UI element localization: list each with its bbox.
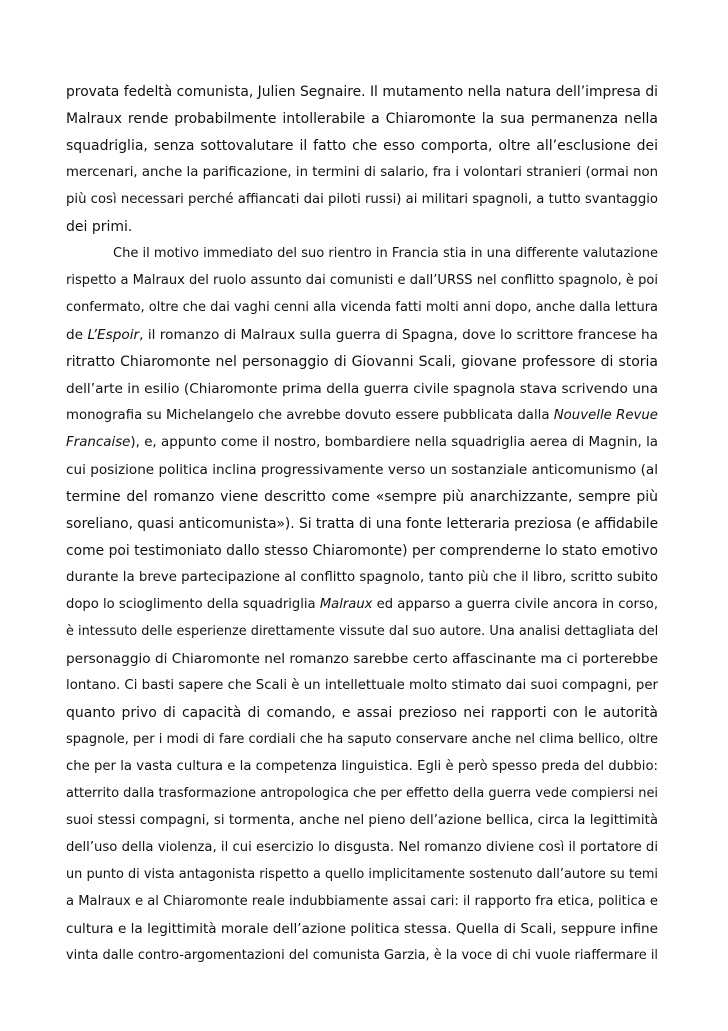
text-line (66, 487, 658, 514)
body-text: spagnole, per i modi di fare cordiali che ha saputo conservare anche nel clima bellico, oltre (66, 732, 658, 747)
body-text: ritratto Chiaromonte nel personaggio di Giovanni Scali, giovane professore di storia (66, 354, 658, 370)
text-line (66, 919, 658, 946)
text-line (66, 946, 658, 973)
text-line (66, 676, 658, 703)
text-line (66, 109, 658, 136)
text-line (66, 460, 658, 487)
body-text: durante la breve partecipazione al conflitto spagnolo, tanto più che il libro, scritto subito (66, 570, 658, 585)
body-text: più così necessari perché affiancati dai piloti russi) ai militari spagnoli, a tutto svantaggio (66, 192, 658, 207)
text-line (66, 352, 658, 379)
text-line (66, 136, 658, 163)
body-text: quanto privo di capacità di comando, e assai prezioso nei rapporti con le autorità (66, 705, 658, 721)
body-text: , il romanzo di Malraux sulla guerra di Spagna, dove lo scrittore francese ha (139, 327, 658, 343)
body-text: Malraux rende probabilmente intollerabile a Chiaromonte la sua permanenza nella (66, 111, 658, 127)
text-line (66, 163, 658, 190)
body-text: ed apparso a guerra civile ancora in corso, (372, 597, 659, 612)
text-line (66, 325, 658, 352)
text-line (66, 865, 658, 892)
body-text: suoi stessi compagni, si tormenta, anche nel pieno dell’azione bellica, circa la legittimità (66, 813, 658, 828)
body-text: vinta dalle contro-argomentazioni del comunista Garzia, è la voce di chi vuole riaffermare il (66, 948, 658, 963)
body-text: dell’uso della violenza, il cui esercizio lo disgusta. Nel romanzo diviene così il portatore di (66, 840, 658, 855)
body-text: un punto di vista antagonista rispetto a quello implicitamente sostenuto dall’autore su temi (66, 867, 658, 882)
text-line (66, 244, 658, 271)
text-line (66, 217, 658, 244)
italic-title-text: Malraux (319, 597, 373, 612)
text-line (66, 298, 658, 325)
body-text: cultura e la legittimità morale dell’azione politica stessa. Quella di Scali, seppure infine (66, 921, 658, 937)
body-text: provata fedeltà comunista, Julien Segnaire. Il mutamento nella natura dell’impresa di (66, 84, 658, 100)
text-line (66, 730, 658, 757)
body-text: lontano. Ci basti sapere che Scali è un intellettuale molto stimato dai suoi compagni, per (66, 678, 658, 693)
body-text: squadriglia, senza sottovalutare il fatto che esso comporta, oltre all’esclusione dei (66, 138, 658, 154)
text-line (66, 379, 658, 406)
text-line (66, 784, 658, 811)
text-line (66, 541, 658, 568)
body-text: dei primi. (66, 219, 133, 235)
text-line (66, 190, 658, 217)
text-line (66, 568, 658, 595)
text-line (66, 649, 658, 676)
body-text: cui posizione politica inclina progressivamente verso un sostanziale anticomunismo (al (66, 462, 658, 478)
italic-title-text: Nouvelle Revue (553, 408, 658, 423)
body-text: monografia su Michelangelo che avrebbe dovuto essere pubblicata dalla (66, 408, 554, 423)
text-line (66, 622, 658, 649)
text-line (66, 703, 658, 730)
italic-title-text: Francaise (66, 435, 131, 450)
text-line (66, 757, 658, 784)
body-text: ), e, appunto come il nostro, bombardiere nella squadriglia aerea di Magnin, la (130, 435, 658, 450)
body-text: che per la vasta cultura e la competenza linguistica. Egli è però spesso preda del dubbio: (66, 759, 658, 774)
body-text: dell’arte in esilio (Chiaromonte prima della guerra civile spagnola stava scrivendo una (66, 381, 658, 397)
body-text: atterrito dalla trasformazione antropologica che per effetto della guerra vede compiersi nei (66, 786, 659, 801)
body-text: de (66, 327, 88, 343)
body-text: Che il motivo immediato del suo rientro in Francia stia in una differente valutazione (113, 246, 658, 261)
body-text: dopo lo scioglimento della squadriglia (66, 597, 320, 612)
body-text: mercenari, anche la parificazione, in termini di salario, fra i volontari stranieri (ormai non (66, 165, 658, 180)
body-text: termine del romanzo viene descritto come «sempre più anarchizzante, sempre più (66, 489, 658, 505)
italic-title-text: L’Espoir (87, 327, 140, 343)
body-text: soreliano, quasi anticomunista»). Si tratta di una fonte letteraria preziosa (e affidabile (66, 516, 659, 532)
text-line (66, 811, 658, 838)
text-line (66, 433, 658, 460)
text-line (66, 514, 658, 541)
body-text: confermato, oltre che dai vaghi cenni alla vicenda fatti molti anni dopo, anche dalla lettura (66, 300, 658, 315)
text-line (66, 82, 658, 109)
text-line (66, 595, 658, 622)
body-text: è intessuto delle esperienze direttamente vissute dal suo autore. Una analisi dettagliata del (66, 624, 659, 639)
text-line (66, 838, 658, 865)
body-text: come poi testimoniato dallo stesso Chiaromonte) per comprenderne lo stato emotivo (66, 543, 658, 559)
document-page (66, 82, 658, 973)
body-text: a Malraux e al Chiaromonte reale indubbiamente assai cari: il rapporto fra etica, politica e (66, 894, 658, 909)
text-line (66, 892, 658, 919)
body-text: rispetto a Malraux del ruolo assunto dai comunisti e dall’URSS nel conflitto spagnolo, è poi (66, 273, 658, 288)
body-text: personaggio di Chiaromonte nel romanzo sarebbe certo affascinante ma ci porterebbe (66, 651, 658, 667)
text-line (66, 271, 658, 298)
text-line (66, 406, 658, 433)
